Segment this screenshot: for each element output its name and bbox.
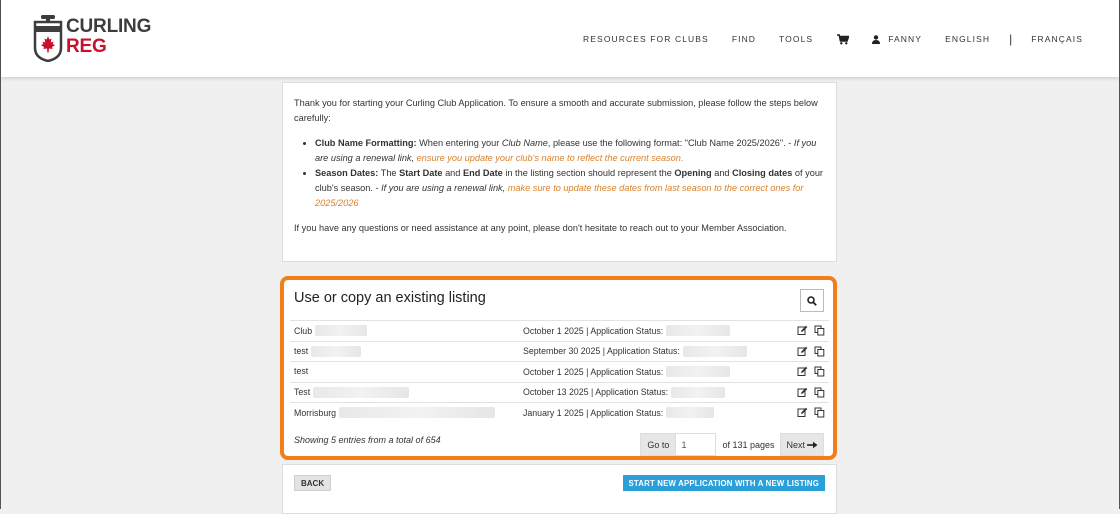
listing-name: Test: [294, 387, 311, 397]
edit-button[interactable]: [797, 346, 808, 357]
redacted-text: [666, 407, 714, 418]
instruction-italic: If you are using a renewal link,: [381, 183, 508, 193]
instruction-text: in the listing section should represent the: [502, 168, 675, 178]
instruction-bold: End Date: [462, 168, 503, 178]
instruction-bold: Start Date: [399, 168, 443, 178]
listing-table: [290, 320, 829, 423]
instructions-intro: Thank you for starting your Curling Club Application. To ensure a smooth and accurate submission, please follow the steps below carefully:: [294, 98, 818, 123]
copy-button[interactable]: [814, 387, 825, 398]
edit-button[interactable]: [797, 407, 808, 418]
instructions-panel: [282, 82, 837, 262]
language-separator: |: [1009, 32, 1013, 46]
instruction-club-name: [315, 136, 825, 166]
instruction-italic: If you are using a renewal link,: [315, 138, 817, 163]
next-page-button[interactable]: [780, 433, 824, 456]
pagination: [640, 433, 824, 456]
edit-icon: [797, 366, 808, 377]
total-pages-label: of 131 pages: [722, 439, 775, 450]
instructions-list: [294, 136, 825, 211]
listing-name-cell: [294, 366, 308, 376]
instruction-heading: Season Dates:: [315, 168, 379, 178]
user-name: FANNY: [888, 34, 923, 44]
instruction-text: of your club's season. -: [315, 168, 823, 193]
redacted-text: [315, 325, 367, 336]
redacted-text: [666, 325, 730, 336]
nav-resources-for-clubs[interactable]: RESOURCES FOR CLUBS: [583, 34, 709, 44]
instruction-text: and: [711, 168, 733, 178]
logo-line-reg: REG: [66, 36, 107, 57]
copy-icon: [814, 387, 825, 398]
copy-button[interactable]: [814, 407, 825, 418]
instruction-season-dates: [315, 166, 825, 211]
form-actions-panel: [282, 464, 837, 514]
listing-name: Club: [294, 325, 313, 336]
listing-date-status: September 30 2025 | Application Status:: [523, 346, 680, 356]
edit-button[interactable]: [797, 325, 808, 336]
logo-line-curling: CURLING: [66, 16, 152, 37]
table-row: [290, 402, 829, 423]
listing-name-cell: [294, 407, 495, 418]
site-header: [1, 0, 1119, 77]
table-row: [290, 361, 829, 382]
listing-info-cell: [523, 325, 730, 336]
edit-icon: [797, 407, 808, 418]
copy-icon: [814, 407, 825, 418]
listing-info-cell: [523, 407, 714, 418]
redacted-text: [311, 346, 361, 357]
edit-button[interactable]: [797, 387, 808, 398]
listing-name-cell: [294, 387, 409, 398]
copy-button[interactable]: [814, 366, 825, 377]
edit-button[interactable]: [797, 366, 808, 377]
instruction-text: and: [442, 168, 463, 178]
back-button[interactable]: BACK: [294, 475, 331, 491]
listing-date-status: October 1 2025 | Application Status:: [523, 366, 664, 377]
listing-info-cell: [523, 387, 725, 398]
listing-name-cell: [294, 346, 361, 357]
cart-icon: [837, 34, 849, 45]
redacted-text: [666, 366, 730, 377]
nav-tools[interactable]: TOOLS: [779, 34, 814, 44]
instruction-heading: Club Name Formatting:: [315, 138, 417, 148]
user-icon: [872, 35, 880, 44]
instruction-text: When entering your: [416, 138, 502, 148]
logo-text: [66, 17, 151, 57]
row-actions: [797, 346, 825, 357]
instruction-text: , please use the following format: "Club Name 2025/2026". -: [547, 138, 794, 148]
row-actions: [797, 387, 825, 398]
main-nav: [560, 32, 1083, 46]
search-icon: [807, 296, 817, 306]
copy-icon: [814, 366, 825, 377]
table-row: [290, 320, 829, 341]
listing-name: test: [294, 366, 309, 376]
instructions-outro: If you have any questions or need assistance at any point, please don't hesitate to reach out to your Member Association.: [294, 223, 787, 233]
listing-info-cell: [523, 366, 730, 377]
page-number-input[interactable]: [676, 433, 716, 456]
row-actions: [797, 325, 825, 336]
listing-info-cell: [523, 346, 747, 357]
go-to-page-button[interactable]: Go to: [640, 433, 676, 456]
curling-stone-shield-icon: [33, 14, 63, 62]
arrow-right-icon: [807, 441, 818, 449]
redacted-text: [683, 346, 747, 357]
instruction-text: The: [378, 168, 400, 178]
table-row: [290, 341, 829, 362]
redacted-text: [671, 387, 725, 398]
cart-button[interactable]: [837, 34, 849, 45]
nav-francais[interactable]: FRANÇAIS: [1031, 34, 1083, 44]
listing-name-cell: [294, 325, 367, 336]
edit-icon: [797, 387, 808, 398]
edit-icon: [797, 346, 808, 357]
existing-listing-panel: [280, 276, 837, 460]
listing-name: Morrisburg: [294, 407, 337, 418]
copy-icon: [814, 325, 825, 336]
copy-icon: [814, 346, 825, 357]
instruction-highlight: make sure to update these dates from last season to the correct ones for 2025/2026: [315, 183, 804, 208]
listing-date-status: January 1 2025 | Application Status:: [523, 407, 664, 418]
curling-reg-logo[interactable]: [33, 14, 152, 64]
instruction-bold: Closing dates: [732, 168, 793, 178]
listing-date-status: October 1 2025 | Application Status:: [523, 325, 664, 336]
entries-summary: Showing 5 entries from a total of 654: [294, 435, 441, 445]
search-button[interactable]: [800, 289, 824, 312]
table-row: [290, 382, 829, 403]
listing-title: Use or copy an existing listing: [294, 290, 486, 306]
copy-button[interactable]: [814, 346, 825, 357]
edit-icon: [797, 325, 808, 336]
row-actions: [797, 366, 825, 377]
instruction-highlight: ensure you update your club's name to reflect the current season.: [416, 153, 684, 163]
instruction-bold: Opening: [674, 168, 712, 178]
redacted-text: [313, 387, 409, 398]
next-label: Next: [786, 439, 805, 450]
row-actions: [797, 407, 825, 418]
nav-find[interactable]: FIND: [731, 34, 757, 44]
copy-button[interactable]: [814, 325, 825, 336]
listing-date-status: October 13 2025 | Application Status:: [523, 387, 669, 397]
instruction-italic: Club Name: [501, 138, 548, 148]
listing-name: test: [294, 346, 309, 356]
redacted-text: [339, 407, 495, 418]
start-new-application-button[interactable]: START NEW APPLICATION WITH A NEW LISTING: [623, 475, 826, 491]
nav-english[interactable]: ENGLISH: [945, 34, 991, 44]
nav-user-menu[interactable]: [872, 34, 922, 44]
